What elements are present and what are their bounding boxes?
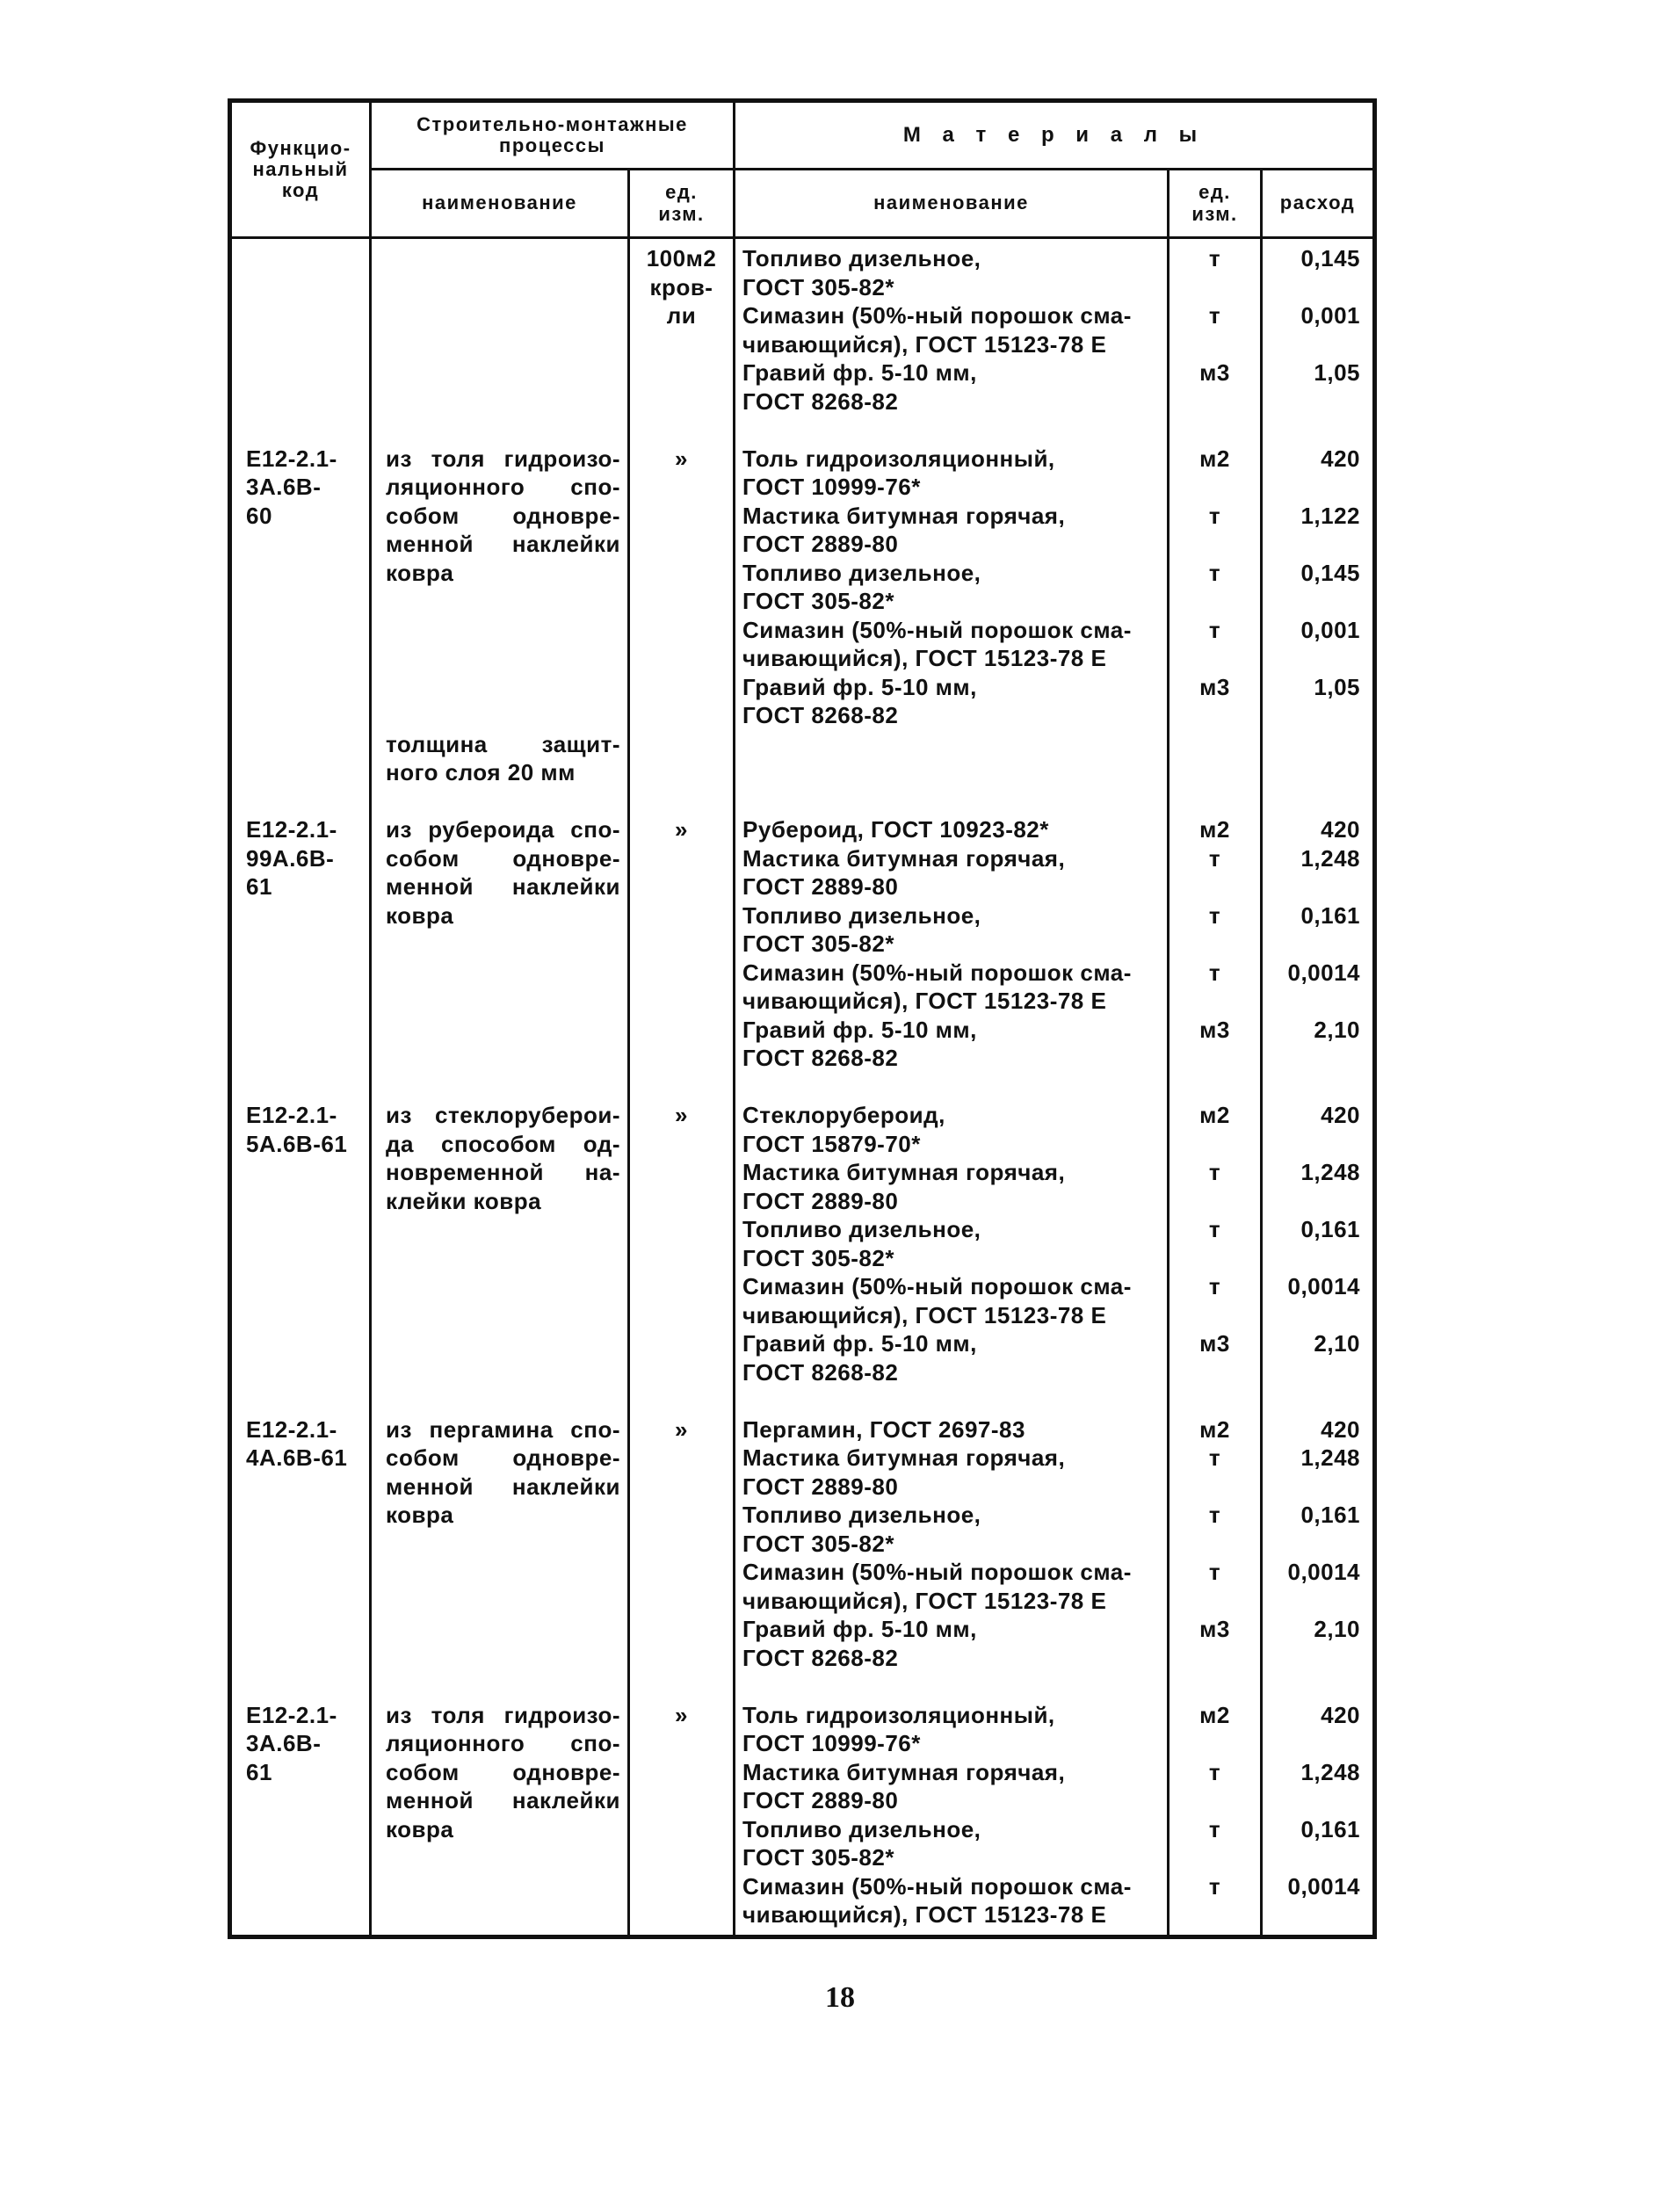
functional-code-line: Е12-2.1- <box>246 1102 337 1128</box>
material-name-line: Топливо дизельное, <box>742 901 981 929</box>
process-unit-cell <box>629 1073 735 1387</box>
material-name-line: Симазин (50%-ный порошок сма- <box>742 1559 1132 1585</box>
material-rate: 1,248 <box>1300 1444 1361 1471</box>
material-name <box>742 959 1160 1016</box>
material-unit: м3 <box>1199 1330 1230 1357</box>
material-name <box>742 502 1160 559</box>
material-unit-cell <box>1169 730 1262 787</box>
process-name-line: ляционного спо- <box>386 1730 620 1756</box>
table-body <box>230 238 1375 1937</box>
material-unit: м2 <box>1199 816 1230 843</box>
material-name <box>742 1701 1160 1758</box>
material-rate: 0,145 <box>1300 245 1361 271</box>
material-name <box>742 1444 1160 1501</box>
functional-code-line: 60 <box>246 502 272 529</box>
table-row <box>230 1386 1375 1672</box>
material-name-line: Симазин (50%-ный порошок сма- <box>742 959 1132 986</box>
process-name-cell <box>371 238 629 416</box>
material-rate-cell <box>1262 730 1375 787</box>
material-name <box>742 445 1160 502</box>
material-unit: м2 <box>1199 1102 1230 1128</box>
material-name-line: ГОСТ 15879-70* <box>742 1130 921 1157</box>
material-rate-cell <box>1262 416 1375 730</box>
subheading-line: толщина защит- <box>386 730 620 757</box>
material-name <box>742 1815 1160 1872</box>
material-name-line: ГОСТ 8268-82 <box>742 387 899 415</box>
subheading-line: ного слоя 20 мм <box>386 759 576 785</box>
material-name <box>742 901 1160 959</box>
material-name-cell <box>735 238 1169 416</box>
material-name-line: Мастика битумная горячая, <box>742 1159 1066 1185</box>
material-unit-cell <box>1169 1672 1262 1936</box>
header-material-rate: расход <box>1262 170 1375 238</box>
material-name-line: ГОСТ 2889-80 <box>742 873 899 900</box>
material-name-line: Толь гидроизоляционный, <box>742 1701 1055 1728</box>
material-name <box>742 1501 1160 1558</box>
materials-table <box>228 98 1377 1939</box>
page-number: 18 <box>825 1981 855 2014</box>
material-unit: т <box>1208 1444 1221 1471</box>
material-name-cell <box>735 416 1169 730</box>
header-material-unit: ед. изм. <box>1169 170 1262 238</box>
material-unit: т <box>1208 1872 1221 1900</box>
process-name-line: собом одновре- <box>386 502 620 529</box>
functional-code-cell <box>230 787 371 1073</box>
material-rate: 420 <box>1321 1701 1361 1728</box>
header-materials: М а т е р и а л ы <box>735 101 1375 170</box>
material-unit: т <box>1208 502 1221 529</box>
process-name-line: собом одновре- <box>386 844 620 872</box>
material-name-line: Гравий фр. 5-10 мм, <box>742 1016 977 1043</box>
functional-code-line: Е12-2.1- <box>246 445 337 472</box>
material-name-line: Толь гидроизоляционный, <box>742 445 1055 472</box>
table-row <box>230 416 1375 730</box>
process-name-line: из пергамина спо- <box>386 1415 620 1443</box>
material-name-line: ГОСТ 305-82* <box>742 930 894 957</box>
material-rate: 0,161 <box>1300 1216 1361 1242</box>
functional-code-line: Е12-2.1- <box>246 816 337 843</box>
material-unit-cell <box>1169 1073 1262 1387</box>
material-rate: 1,05 <box>1314 359 1361 386</box>
material-rate: 1,05 <box>1314 673 1361 700</box>
functional-code-line: 3А.6В- <box>246 474 322 500</box>
material-rate: 1,248 <box>1300 1159 1361 1185</box>
functional-code-cell <box>230 416 371 730</box>
table-row <box>230 787 1375 1073</box>
process-name-line: из стеклоруберои- <box>386 1102 620 1128</box>
material-rate: 2,10 <box>1314 1616 1361 1642</box>
process-name-line: собом одновре- <box>386 1444 620 1471</box>
material-name-line: чивающийся), ГОСТ 15123-78 Е <box>742 1301 1107 1328</box>
functional-code-cell <box>230 1386 371 1672</box>
functional-code-line: 3А.6В- <box>246 1730 322 1756</box>
functional-code-line: Е12-2.1- <box>246 1701 337 1728</box>
material-name-line: Гравий фр. 5-10 мм, <box>742 359 977 386</box>
material-name <box>742 1329 1160 1386</box>
material-name-line: ГОСТ 8268-82 <box>742 1644 899 1671</box>
material-name-line: Топливо дизельное, <box>742 559 981 586</box>
material-name-line: ГОСТ 8268-82 <box>742 1045 899 1071</box>
material-name-line: Пергамин, ГОСТ 2697-83 <box>742 1415 1025 1443</box>
material-rate: 0,0014 <box>1287 1872 1361 1900</box>
material-name-line: чивающийся), ГОСТ 15123-78 Е <box>742 1901 1107 1928</box>
material-name <box>742 1158 1160 1215</box>
material-rate: 420 <box>1321 816 1361 843</box>
functional-code-line: 61 <box>246 1758 272 1785</box>
material-name <box>742 1016 1160 1073</box>
material-rate: 1,248 <box>1300 1758 1361 1785</box>
header-material-name: наименование <box>735 170 1169 238</box>
material-rate: 1,122 <box>1300 502 1361 529</box>
material-name-line: Топливо дизельное, <box>742 1815 981 1842</box>
material-rate: 420 <box>1321 1102 1361 1128</box>
material-name <box>742 301 1160 358</box>
material-unit: м3 <box>1199 673 1230 700</box>
material-name-line: ГОСТ 10999-76* <box>742 474 921 500</box>
process-name-line: менной наклейки <box>386 873 620 900</box>
functional-code-cell <box>230 1073 371 1387</box>
process-name-line: менной наклейки <box>386 531 620 557</box>
functional-code-cell <box>230 1672 371 1936</box>
header-process-unit: ед. изм. <box>629 170 735 238</box>
process-unit-line: ли <box>666 302 697 329</box>
material-unit-cell <box>1169 416 1262 730</box>
functional-code-line: 5А.6В-61 <box>246 1130 348 1157</box>
material-unit: т <box>1208 1502 1221 1528</box>
material-unit: т <box>1208 1216 1221 1242</box>
material-name-line: ГОСТ 305-82* <box>742 588 894 614</box>
functional-code-cell <box>230 238 371 416</box>
material-name <box>742 1758 1160 1815</box>
materials-table-wrapper <box>228 98 1372 1939</box>
table-row <box>230 1073 1375 1387</box>
material-rate: 420 <box>1321 445 1361 472</box>
process-name-line: ковра <box>386 1502 454 1528</box>
functional-code-line: 4А.6В-61 <box>246 1444 348 1471</box>
material-rate: 0,161 <box>1300 901 1361 929</box>
process-name-line: да способом од- <box>386 1130 620 1157</box>
material-name-line: чивающийся), ГОСТ 15123-78 Е <box>742 645 1107 671</box>
material-name-line: Топливо дизельное, <box>742 1502 981 1528</box>
material-name-line: ГОСТ 305-82* <box>742 1844 894 1871</box>
material-name <box>742 559 1160 616</box>
material-rate: 0,001 <box>1300 616 1361 643</box>
process-name-line: менной наклейки <box>386 1787 620 1813</box>
process-name-cell <box>371 1073 629 1387</box>
material-name-cell <box>735 787 1169 1073</box>
material-name-line: Симазин (50%-ный порошок сма- <box>742 1872 1132 1900</box>
material-unit: т <box>1208 1815 1221 1842</box>
functional-code-line: 61 <box>246 873 272 900</box>
table-row <box>230 238 1375 416</box>
process-name-line: клейки ковра <box>386 1187 542 1214</box>
material-name-line: Рубероид, ГОСТ 10923-82* <box>742 816 1049 843</box>
material-name-line: ГОСТ 305-82* <box>742 273 894 300</box>
process-name-line: собом одновре- <box>386 1758 620 1785</box>
material-name <box>742 1415 1160 1444</box>
material-name <box>742 616 1160 673</box>
process-name-line: ковра <box>386 901 454 929</box>
material-unit: т <box>1208 901 1221 929</box>
material-rate-cell <box>1262 238 1375 416</box>
material-name-line: ГОСТ 305-82* <box>742 1244 894 1271</box>
process-name-line: из толя гидроизо- <box>386 1701 620 1728</box>
material-name-line: ГОСТ 8268-82 <box>742 1358 899 1386</box>
material-rate: 0,161 <box>1300 1502 1361 1528</box>
material-name <box>742 673 1160 730</box>
functional-code-line: Е12-2.1- <box>246 1415 337 1443</box>
material-rate: 0,001 <box>1300 302 1361 329</box>
material-unit: т <box>1208 844 1221 872</box>
material-name-line: Симазин (50%-ный порошок сма- <box>742 302 1132 329</box>
material-name-line: Гравий фр. 5-10 мм, <box>742 1330 977 1357</box>
material-unit: м3 <box>1199 1616 1230 1642</box>
material-rate: 0,145 <box>1300 559 1361 586</box>
header-functional-code: Функцио- нальный код <box>230 101 371 238</box>
subheading-cell <box>371 730 629 787</box>
material-name <box>742 1615 1160 1672</box>
material-name-cell <box>735 730 1169 787</box>
material-unit: м2 <box>1199 445 1230 472</box>
material-unit: т <box>1208 1273 1221 1299</box>
process-name-cell <box>371 787 629 1073</box>
material-name-cell <box>735 1073 1169 1387</box>
material-name <box>742 1215 1160 1272</box>
material-name-line: ГОСТ 305-82* <box>742 1530 894 1557</box>
material-name-line: Мастика битумная горячая, <box>742 1758 1066 1785</box>
material-name <box>742 358 1160 416</box>
table-row <box>230 1672 1375 1936</box>
material-name-line: ГОСТ 2889-80 <box>742 531 899 557</box>
material-rate-cell <box>1262 787 1375 1073</box>
material-unit: т <box>1208 616 1221 643</box>
material-rate-cell <box>1262 1386 1375 1672</box>
material-rate: 0,0014 <box>1287 959 1361 986</box>
material-name-line: Гравий фр. 5-10 мм, <box>742 673 977 700</box>
material-name-line: Топливо дизельное, <box>742 245 981 271</box>
material-name <box>742 244 1160 301</box>
material-rate-cell <box>1262 1672 1375 1936</box>
process-name-line: ковра <box>386 559 454 586</box>
material-name <box>742 815 1160 844</box>
material-name-line: Стеклорубероид, <box>742 1102 945 1128</box>
material-unit: т <box>1208 1559 1221 1585</box>
process-unit-cell <box>629 1386 735 1672</box>
material-name <box>742 1101 1160 1158</box>
process-name-cell <box>371 1386 629 1672</box>
process-unit-line: » <box>675 1701 688 1728</box>
material-unit: м2 <box>1199 1701 1230 1728</box>
process-unit-cell <box>629 730 735 787</box>
functional-code-line: 99А.6В- <box>246 844 335 872</box>
material-name-cell <box>735 1672 1169 1936</box>
header-processes: Строительно-монтажные процессы <box>371 101 735 170</box>
process-unit-cell <box>629 1672 735 1936</box>
material-name <box>742 1558 1160 1615</box>
code-cell <box>230 730 371 787</box>
process-name-line: ковра <box>386 1815 454 1842</box>
material-name-line: Гравий фр. 5-10 мм, <box>742 1616 977 1642</box>
material-rate: 0,0014 <box>1287 1559 1361 1585</box>
material-name <box>742 844 1160 901</box>
material-name-line: Мастика битумная горячая, <box>742 1444 1066 1471</box>
material-unit: м3 <box>1199 359 1230 386</box>
material-rate: 0,161 <box>1300 1815 1361 1842</box>
process-name-line: из толя гидроизо- <box>386 445 620 472</box>
material-name-line: Мастика битумная горячая, <box>742 844 1066 872</box>
material-name-line: чивающийся), ГОСТ 15123-78 Е <box>742 1587 1107 1614</box>
process-unit-line: кров- <box>649 273 713 300</box>
material-name <box>742 1272 1160 1329</box>
process-name-cell <box>371 1672 629 1936</box>
material-unit-cell <box>1169 787 1262 1073</box>
material-unit: м3 <box>1199 1016 1230 1043</box>
material-unit: т <box>1208 559 1221 586</box>
material-rate: 2,10 <box>1314 1016 1361 1043</box>
process-name-cell <box>371 416 629 730</box>
process-unit-cell <box>629 787 735 1073</box>
material-name-line: чивающийся), ГОСТ 15123-78 Е <box>742 988 1107 1014</box>
material-name-line: Мастика битумная горячая, <box>742 502 1066 529</box>
material-name <box>742 1872 1160 1929</box>
table-row <box>230 730 1375 787</box>
process-unit-line: 100м2 <box>646 245 717 271</box>
material-name-line: ГОСТ 2889-80 <box>742 1787 899 1813</box>
material-rate: 0,0014 <box>1287 1273 1361 1299</box>
process-name-line: ляционного спо- <box>386 474 620 500</box>
material-rate: 1,248 <box>1300 844 1361 872</box>
process-unit-cell <box>629 416 735 730</box>
header-process-name: наименование <box>371 170 629 238</box>
material-unit: т <box>1208 302 1221 329</box>
material-name-line: ГОСТ 10999-76* <box>742 1730 921 1756</box>
process-unit-cell <box>629 238 735 416</box>
material-unit: м2 <box>1199 1415 1230 1443</box>
material-name-line: ГОСТ 8268-82 <box>742 702 899 728</box>
material-unit: т <box>1208 245 1221 271</box>
material-name-line: ГОСТ 2889-80 <box>742 1187 899 1214</box>
process-name-line: из рубероида спо- <box>386 816 620 843</box>
process-name-line: новременной на- <box>386 1159 620 1185</box>
material-name-line: Топливо дизельное, <box>742 1216 981 1242</box>
material-name-line: Симазин (50%-ный порошок сма- <box>742 1273 1132 1299</box>
material-name-line: Симазин (50%-ный порошок сма- <box>742 616 1132 643</box>
process-unit-line: » <box>675 816 688 843</box>
material-unit: т <box>1208 1159 1221 1185</box>
material-name-line: чивающийся), ГОСТ 15123-78 Е <box>742 330 1107 358</box>
material-unit: т <box>1208 1758 1221 1785</box>
process-unit-line: » <box>675 445 688 472</box>
material-unit-cell <box>1169 238 1262 416</box>
material-unit-cell <box>1169 1386 1262 1672</box>
material-rate: 420 <box>1321 1415 1361 1443</box>
material-name-line: ГОСТ 2889-80 <box>742 1473 899 1500</box>
material-rate-cell <box>1262 1073 1375 1387</box>
material-name-cell <box>735 1386 1169 1672</box>
process-unit-line: » <box>675 1102 688 1128</box>
material-rate: 2,10 <box>1314 1330 1361 1357</box>
process-unit-line: » <box>675 1415 688 1443</box>
material-unit: т <box>1208 959 1221 986</box>
process-name-line: менной наклейки <box>386 1473 620 1500</box>
